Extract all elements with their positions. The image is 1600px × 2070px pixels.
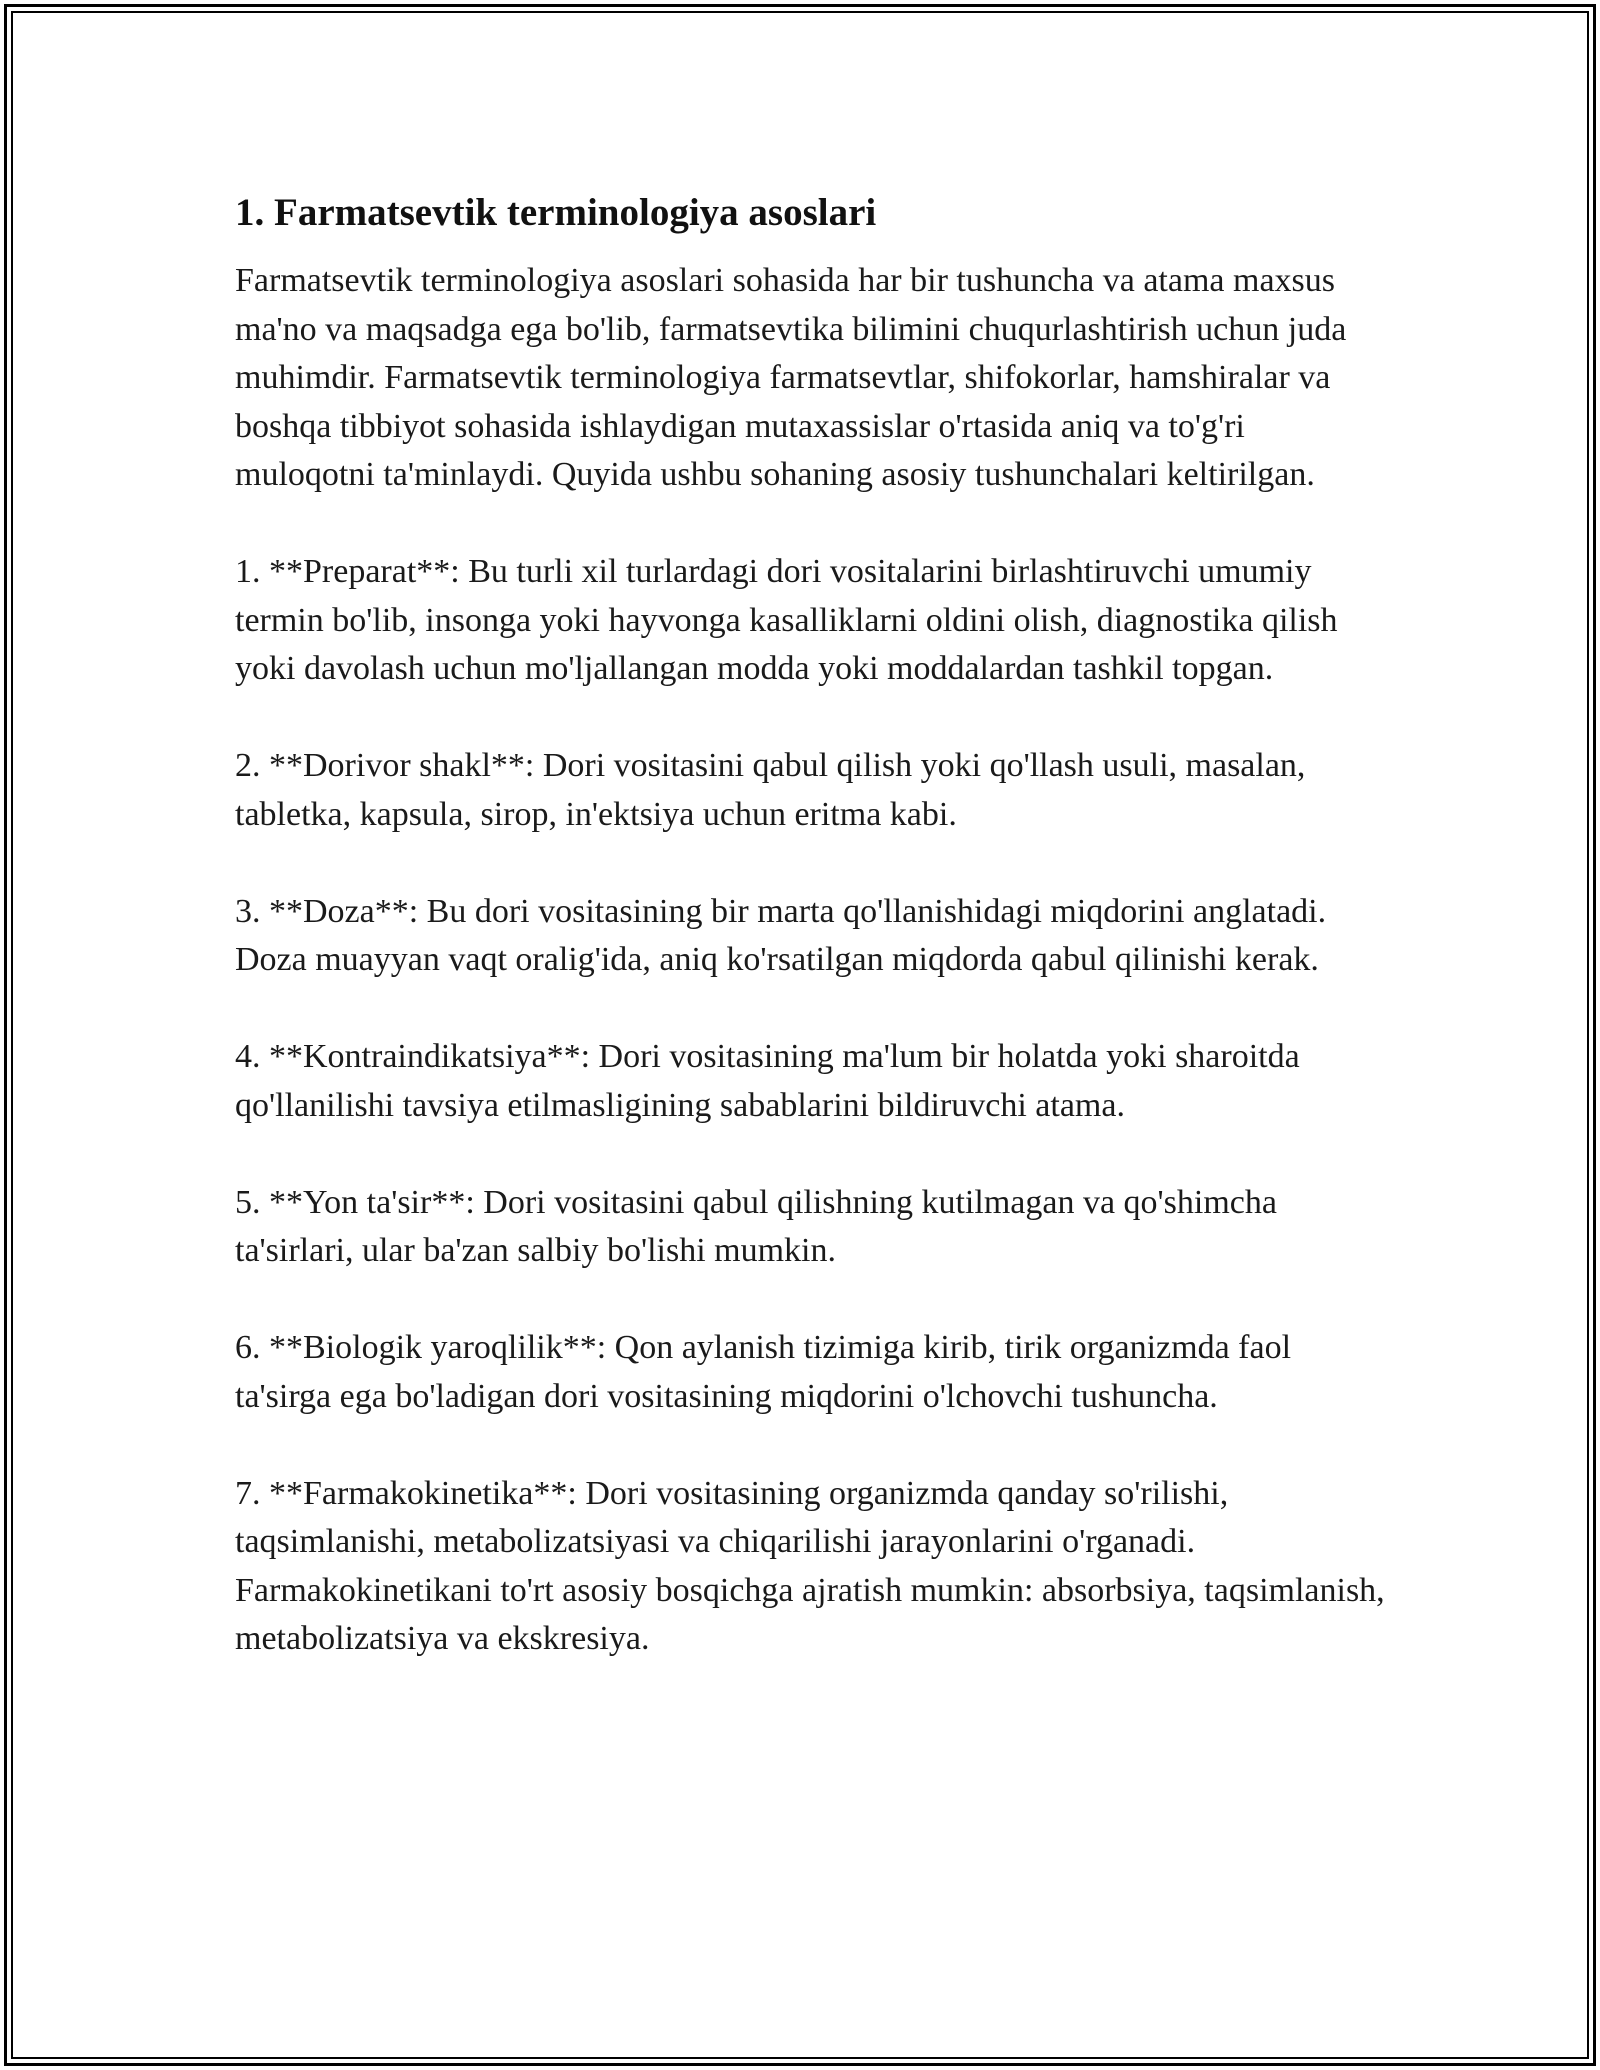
term-item-kontraindikatsiya: 4. **Kontraindikatsiya**: Dori vositasining ma'lum bir holatda yoki sharoitda qo'llanilishi tavsiya etilmasligining sabablarini bildiruvchi atama.: [235, 1038, 1300, 1124]
term-item-preparat: 1. **Preparat**: Bu turli xil turlardagi dori vositalarini birlashtiruvchi umumiy termin bo'lib, insonga yoki hayvonga kasalliklarni oldini olish, diagnostika qilish yoki davolash uchun mo'ljallangan modda yoki moddalardan tashkil topgan.: [235, 553, 1338, 687]
document-body: [235, 188, 1385, 1664]
section-title: 1. Farmatsevtik terminologiya asoslari: [235, 191, 877, 234]
term-item-farmakokinetika: 7. **Farmakokinetika**: Dori vositasining organizmda qanday so'rilishi, taqsimlanishi, metabolizatsiyasi va chiqarilishi jarayonlarini o'rganadi. Farmakokinetikani to'rt asosiy bosqichga ajratish mumkin: absorbsiya, taqsimlanish, metabolizatsiya va ekskresiya.: [235, 1474, 1385, 1657]
intro-paragraph: Farmatsevtik terminologiya asoslari sohasida har bir tushuncha va atama maxsus ma'no va maqsadga ega bo'lib, farmatsevtika bilimini chuqurlashtirish uchun juda muhimdir. Farmatsevtik terminologiya farmatsevtlar, shifokorlar, hamshiralar va boshqa tibbiyot sohasida ishlaydigan mutaxassislar o'rtasida aniq va to'g'ri muloqotni ta'minlaydi. Quyida ushbu sohaning asosiy tushunchalari keltirilgan.: [235, 262, 1347, 493]
term-item-biologik-yaroqlilik: 6. **Biologik yaroqlilik**: Qon aylanish tizimiga kirib, tirik organizmda faol ta'sirga ega bo'ladigan dori vositasining miqdorini o'lchovchi tushuncha.: [235, 1329, 1292, 1415]
term-item-doza: 3. **Doza**: Bu dori vositasining bir marta qo'llanishidagi miqdorini anglatadi. Doza muayyan vaqt oralig'ida, aniq ko'rsatilgan miqdorda qabul qilinishi kerak.: [235, 892, 1327, 978]
term-item-dorivor-shakl: 2. **Dorivor shakl**: Dori vositasini qabul qilish yoki qo'llash usuli, masalan, tabletka, kapsula, sirop, in'ektsiya uchun eritma kabi.: [235, 747, 1306, 833]
term-item-yon-tasir: 5. **Yon ta'sir**: Dori vositasini qabul qilishning kutilmagan va qo'shimcha ta'sirlari, ular ba'zan salbiy bo'lishi mumkin.: [235, 1183, 1277, 1269]
